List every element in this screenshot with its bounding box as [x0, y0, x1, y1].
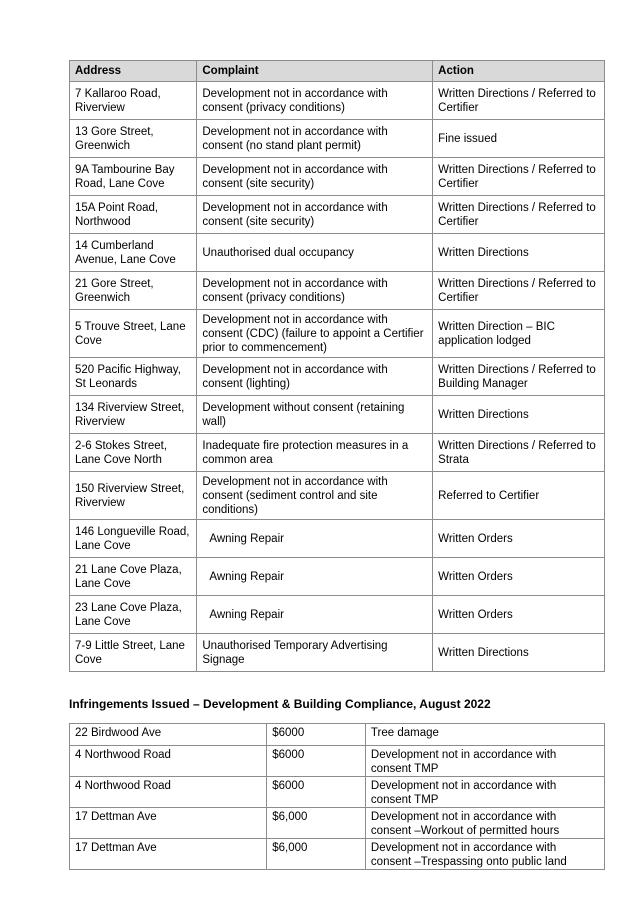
header-complaint: Complaint	[197, 61, 433, 82]
address-cell: 21 Lane Cove Plaza, Lane Cove	[70, 558, 197, 596]
table-row	[70, 310, 605, 358]
address-cell: 146 Longueville Road, Lane Cove	[70, 520, 197, 558]
amount-cell: $6000	[267, 724, 366, 746]
action-cell: Written Directions / Referred to Certifier	[433, 82, 605, 120]
description-cell: Development not in accordance with consent TMP	[365, 746, 604, 777]
action-cell: Written Directions / Referred to Certifier	[433, 196, 605, 234]
address-cell: 15A Point Road, Northwood	[70, 196, 197, 234]
complaint-cell: Unauthorised dual occupancy	[197, 234, 433, 272]
address-cell: 22 Birdwood Ave	[70, 724, 267, 746]
table-row	[70, 777, 605, 808]
table-row	[70, 358, 605, 396]
action-cell: Written Direction – BIC application lodged	[433, 310, 605, 358]
address-cell: 7 Kallaroo Road, Riverview	[70, 82, 197, 120]
complaint-cell: Development not in accordance with consent (privacy conditions)	[197, 272, 433, 310]
table-row	[70, 724, 605, 746]
table-row	[70, 839, 605, 870]
table-row	[70, 472, 605, 520]
table-row	[70, 434, 605, 472]
address-cell: 7-9 Little Street, Lane Cove	[70, 634, 197, 672]
description-cell: Tree damage	[365, 724, 604, 746]
complaint-cell: Development not in accordance with consent (site security)	[197, 158, 433, 196]
complaint-cell: Development not in accordance with consent (CDC) (failure to appoint a Certifier prior to commencement)	[197, 310, 433, 358]
address-cell: 9A Tambourine Bay Road, Lane Cove	[70, 158, 197, 196]
table-row	[70, 234, 605, 272]
table-row	[70, 158, 605, 196]
action-cell: Written Directions / Referred to Certifier	[433, 272, 605, 310]
complaint-cell: Development not in accordance with consent (site security)	[197, 196, 433, 234]
header-address: Address	[70, 61, 197, 82]
table-row	[70, 558, 605, 596]
description-cell: Development not in accordance with consent TMP	[365, 777, 604, 808]
complaint-cell: Unauthorised Temporary Advertising Signage	[197, 634, 433, 672]
amount-cell: $6000	[267, 746, 366, 777]
table-row	[70, 634, 605, 672]
address-cell: 4 Northwood Road	[70, 777, 267, 808]
amount-cell: $6,000	[267, 839, 366, 870]
amount-cell: $6,000	[267, 808, 366, 839]
address-cell: 520 Pacific Highway, St Leonards	[70, 358, 197, 396]
description-cell: Development not in accordance with consent –Trespassing onto public land	[365, 839, 604, 870]
address-cell: 4 Northwood Road	[70, 746, 267, 777]
address-cell: 2-6 Stokes Street, Lane Cove North	[70, 434, 197, 472]
action-cell: Fine issued	[433, 120, 605, 158]
address-cell: 150 Riverview Street, Riverview	[70, 472, 197, 520]
table-row	[70, 596, 605, 634]
action-cell: Written Orders	[433, 558, 605, 596]
action-cell: Written Directions	[433, 396, 605, 434]
complaint-cell: Development not in accordance with consent (no stand plant permit)	[197, 120, 433, 158]
infringements-heading: Infringements Issued – Development & Building Compliance, August 2022	[69, 697, 491, 711]
complaints-header-row	[70, 61, 605, 82]
table-row	[70, 120, 605, 158]
complaints-table	[69, 60, 605, 672]
complaint-cell: Awning Repair	[197, 520, 433, 558]
address-cell: 134 Riverview Street, Riverview	[70, 396, 197, 434]
table-row	[70, 396, 605, 434]
address-cell: 23 Lane Cove Plaza, Lane Cove	[70, 596, 197, 634]
table-row	[70, 272, 605, 310]
address-cell: 13 Gore Street, Greenwich	[70, 120, 197, 158]
description-cell: Development not in accordance with consent –Workout of permitted hours	[365, 808, 604, 839]
action-cell: Written Directions / Referred to Certifier	[433, 158, 605, 196]
complaint-cell: Development not in accordance with consent (privacy conditions)	[197, 82, 433, 120]
table-row	[70, 520, 605, 558]
address-cell: 17 Dettman Ave	[70, 839, 267, 870]
complaint-cell: Development not in accordance with consent (sediment control and site conditions)	[197, 472, 433, 520]
table-row	[70, 808, 605, 839]
header-action: Action	[433, 61, 605, 82]
complaint-cell: Development not in accordance with consent (lighting)	[197, 358, 433, 396]
complaint-cell: Development without consent (retaining wall)	[197, 396, 433, 434]
action-cell: Written Orders	[433, 520, 605, 558]
action-cell: Written Directions / Referred to Strata	[433, 434, 605, 472]
complaint-cell: Awning Repair	[197, 558, 433, 596]
address-cell: 5 Trouve Street, Lane Cove	[70, 310, 197, 358]
address-cell: 17 Dettman Ave	[70, 808, 267, 839]
address-cell: 14 Cumberland Avenue, Lane Cove	[70, 234, 197, 272]
action-cell: Written Directions	[433, 234, 605, 272]
action-cell: Written Orders	[433, 596, 605, 634]
complaint-cell: Inadequate fire protection measures in a common area	[197, 434, 433, 472]
infringements-table	[69, 723, 605, 870]
address-cell: 21 Gore Street, Greenwich	[70, 272, 197, 310]
action-cell: Written Directions / Referred to Building Manager	[433, 358, 605, 396]
action-cell: Written Directions	[433, 634, 605, 672]
table-row	[70, 196, 605, 234]
table-row	[70, 746, 605, 777]
action-cell: Referred to Certifier	[433, 472, 605, 520]
complaint-cell: Awning Repair	[197, 596, 433, 634]
table-row	[70, 82, 605, 120]
amount-cell: $6000	[267, 777, 366, 808]
